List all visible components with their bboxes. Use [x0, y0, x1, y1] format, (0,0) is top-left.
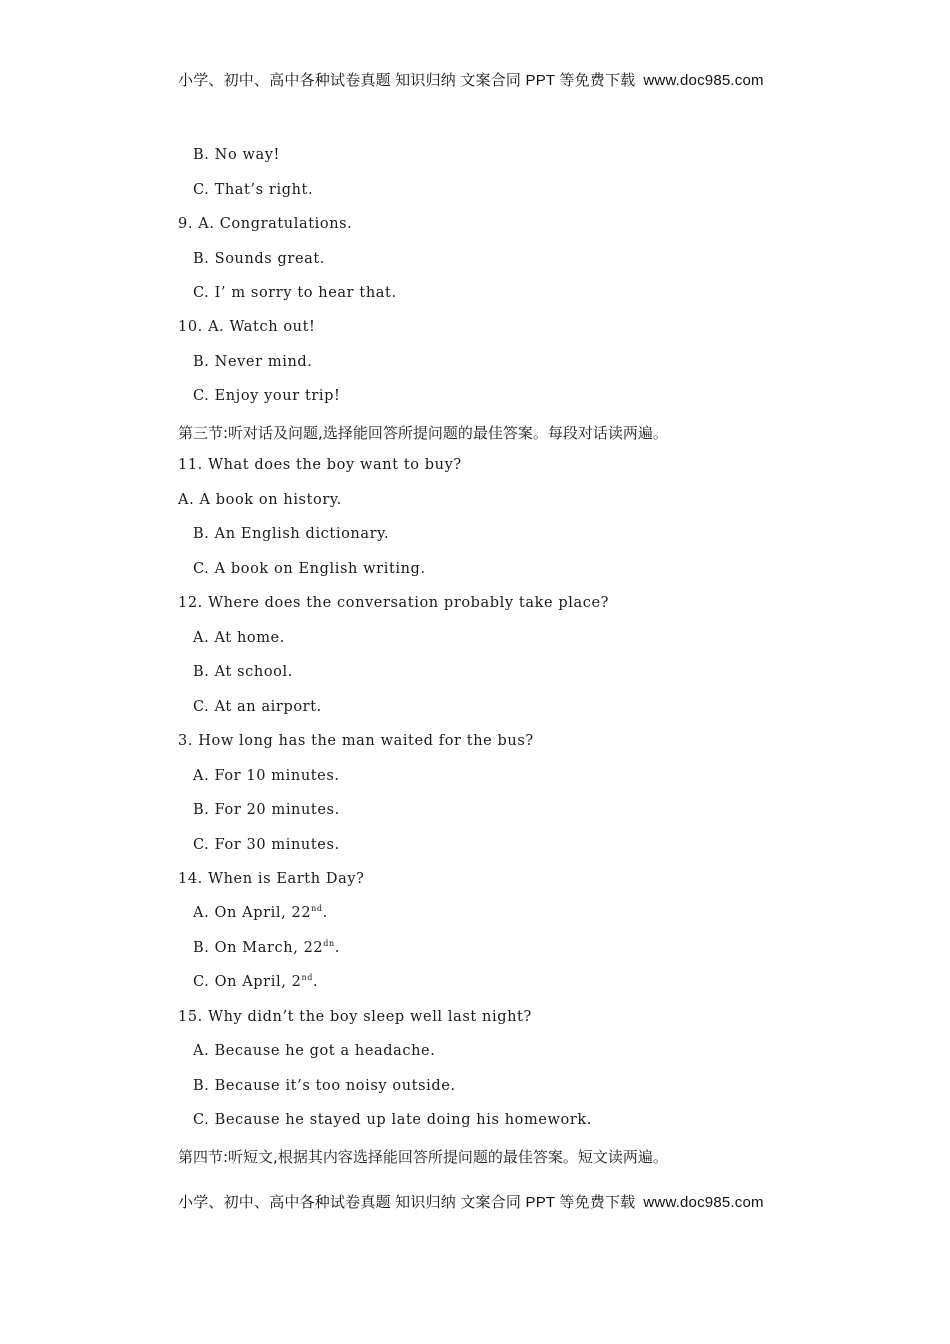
header-text: 小学、初中、高中各种试卷真题 知识归纳 文案合同 PPT 等免费下载 — [178, 72, 636, 89]
option-13c: C. For 30 minutes. — [193, 837, 340, 853]
header-url: www.doc985.com — [643, 72, 764, 89]
section-4-heading: 第四节:听短文,根据其内容选择能回答所提问题的最佳答案。短文读两遍。 — [178, 1148, 668, 1166]
option-13a: A. For 10 minutes. — [193, 768, 340, 784]
option-text: A. On April, 22 — [193, 905, 312, 921]
option-12a: A. At home. — [193, 630, 285, 646]
option-12b: B. At school. — [193, 664, 293, 680]
option-11a: A. A book on history. — [178, 492, 342, 508]
page-header — [178, 69, 764, 90]
option-15a: A. Because he got a headache. — [193, 1043, 436, 1059]
option-text: B. On March, 22 — [193, 940, 324, 956]
option-15c: C. Because he stayed up late doing his homework. — [193, 1112, 592, 1128]
ordinal-suffix: nd — [301, 973, 313, 982]
period: . — [322, 905, 328, 921]
option-11c: C. A book on English writing. — [193, 561, 426, 577]
period: . — [312, 974, 319, 990]
option-text: C. On April, 2 — [193, 974, 302, 990]
question-13: 3. How long has the man waited for the bus? — [178, 733, 534, 749]
option-11b: B. An English dictionary. — [193, 526, 390, 542]
footer-text: 小学、初中、高中各种试卷真题 知识归纳 文案合同 PPT 等免费下载 — [178, 1194, 636, 1211]
question-12: 12. Where does the conversation probably take place? — [178, 595, 610, 611]
option-14c — [193, 974, 318, 990]
option-14a — [193, 905, 328, 921]
option-9c: C. I’ m sorry to hear that. — [193, 285, 397, 301]
question-10-option-a: 10. A. Watch out! — [178, 319, 316, 335]
footer-url: www.doc985.com — [643, 1194, 764, 1211]
option-10b: B. Never mind. — [193, 354, 313, 370]
question-14: 14. When is Earth Day? — [178, 871, 365, 887]
section-3-heading: 第三节:听对话及问题,选择能回答所提问题的最佳答案。每段对话读两遍。 — [178, 424, 668, 442]
option-12c: C. At an airport. — [193, 699, 322, 715]
ordinal-suffix: nd — [311, 904, 323, 913]
option-9b: B. Sounds great. — [193, 251, 326, 267]
option-13b: B. For 20 minutes. — [193, 802, 340, 818]
option-10c: C. Enjoy your trip! — [193, 388, 341, 404]
question-11: 11. What does the boy want to buy? — [178, 457, 462, 473]
option-14b — [193, 940, 340, 956]
period: . — [334, 940, 340, 956]
page-footer — [178, 1191, 764, 1212]
question-9-option-a: 9. A. Congratulations. — [178, 216, 353, 232]
option-8c: C. That’s right. — [193, 182, 314, 198]
question-15: 15. Why didn’t the boy sleep well last night? — [178, 1009, 532, 1025]
option-15b: B. Because it’s too noisy outside. — [193, 1078, 456, 1094]
ordinal-suffix: dn — [323, 939, 335, 948]
option-8b: B. No way! — [193, 147, 280, 163]
